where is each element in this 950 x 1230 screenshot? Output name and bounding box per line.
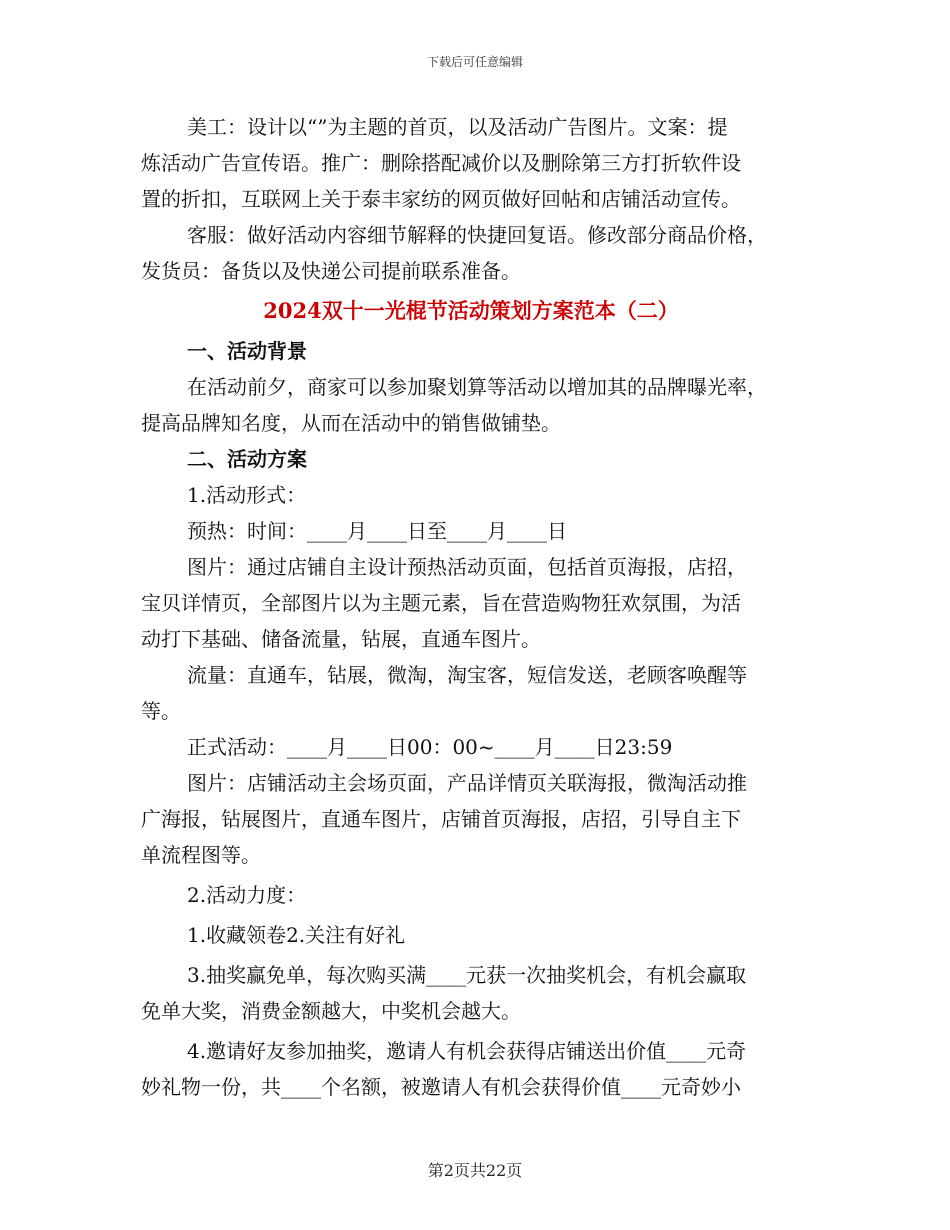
document-title: 2024双十一光棍节活动策划方案范本（二） xyxy=(263,298,679,323)
section-heading: 二、活动方案 xyxy=(187,447,307,471)
text-line: 预热：时间：____月____日至____月____日 xyxy=(187,519,567,543)
text-line: 提高品牌知名度，从而在活动中的销售做铺垫。 xyxy=(141,411,561,435)
text-line: 4.邀请好友参加抽奖，邀请人有机会获得店铺送出价值____元奇 xyxy=(187,1039,747,1063)
text-line: 流量：直通车，钻展，微淘，淘宝客，短信发送，老顾客唤醒等 xyxy=(187,663,747,687)
text-line: 1.活动形式： xyxy=(187,483,307,507)
text-line: 宝贝详情页，全部图片以为主题元素，旨在营造购物狂欢氛围，为活 xyxy=(141,591,741,615)
text-line: 妙礼物一份，共____个名额，被邀请人有机会获得价值____元奇妙小 xyxy=(141,1075,741,1099)
text-line: 单流程图等。 xyxy=(141,843,261,867)
text-line: 炼活动广告宣传语。推广：删除搭配减价以及删除第三方打折软件设 xyxy=(141,151,741,175)
text-line: 正式活动：____月____日00：00~____月____日23:59 xyxy=(187,735,673,759)
text-line: 图片：通过店铺自主设计预热活动页面，包括首页海报，店招， xyxy=(187,555,747,579)
text-line: 免单大奖，消费金额越大，中奖机会越大。 xyxy=(141,999,521,1023)
text-line: 客服：做好活动内容细节解释的快捷回复语。修改部分商品价格， xyxy=(187,223,767,247)
text-line: 广海报，钻展图片，直通车图片，店铺首页海报，店招，引导自主下 xyxy=(141,807,741,831)
text-line: 等。 xyxy=(141,699,181,723)
text-line: 置的折扣，互联网上关于泰丰家纺的网页做好回帖和店铺活动宣传。 xyxy=(141,187,741,211)
text-line: 发货员：备货以及快递公司提前联系准备。 xyxy=(141,259,521,283)
text-line: 在活动前夕，商家可以参加聚划算等活动以增加其的品牌曝光率， xyxy=(187,375,767,399)
document-body xyxy=(141,109,801,1105)
text-line: 图片：店铺活动主会场页面，产品详情页关联海报，微淘活动推 xyxy=(187,771,747,795)
text-line: 1.收藏领卷2.关注有好礼 xyxy=(187,923,406,947)
section-heading: 一、活动背景 xyxy=(187,339,307,363)
text-line: 美工：设计以“”为主题的首页，以及活动广告图片。文案：提 xyxy=(187,115,728,139)
page-header-note: 下载后可任意编辑 xyxy=(426,55,523,69)
text-line: 2.活动力度： xyxy=(187,883,307,907)
page-footer-number: 第2页共22页 xyxy=(427,1161,523,1180)
text-line: 3.抽奖赢免单，每次购买满____元获一次抽奖机会，有机会赢取 xyxy=(187,963,747,987)
text-line: 动打下基础、储备流量，钻展，直通车图片。 xyxy=(141,627,541,651)
